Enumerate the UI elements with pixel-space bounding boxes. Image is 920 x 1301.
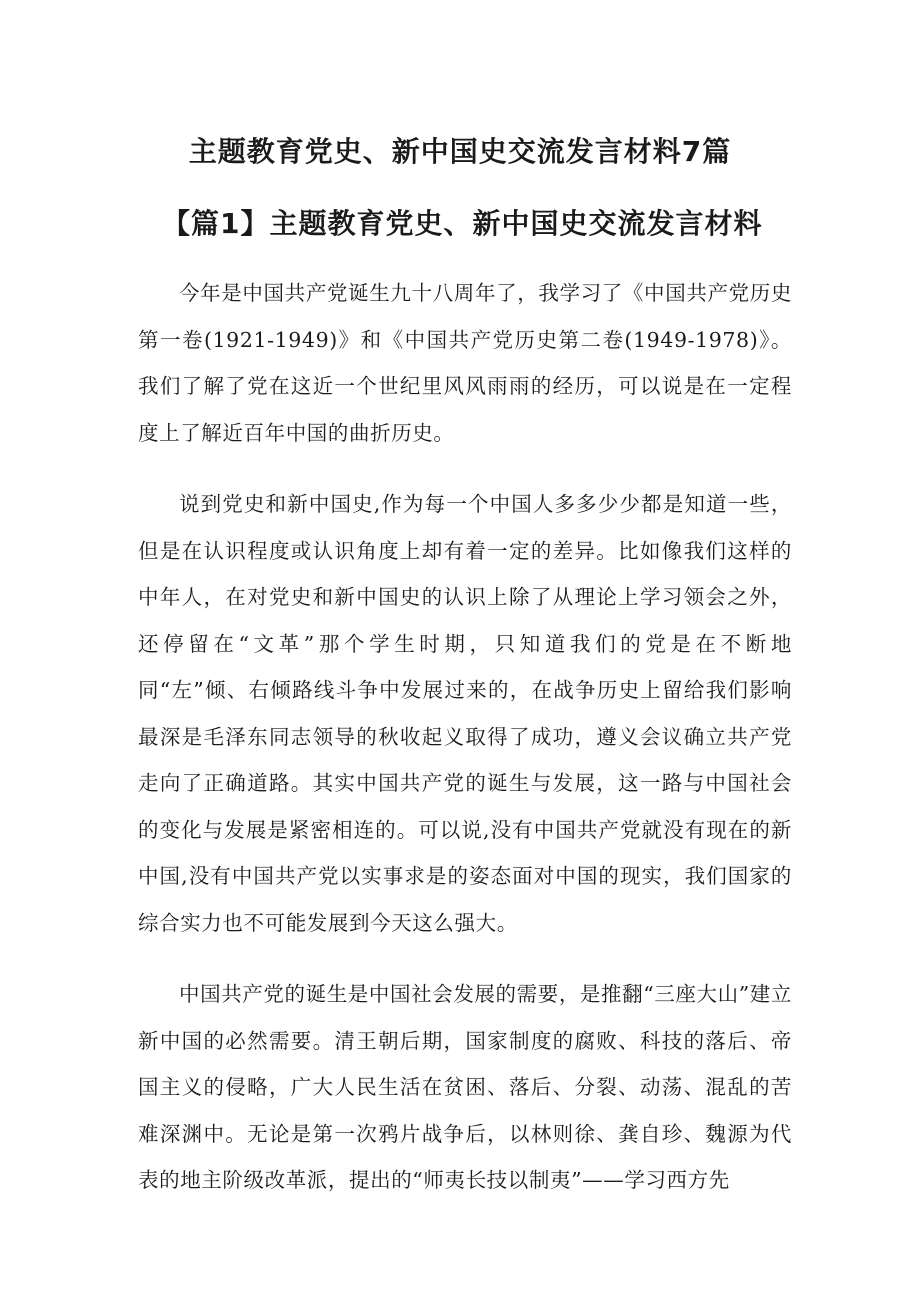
paragraph-3: 中国共产党的诞生是中国社会发展的需要，是推翻“三座大山”建立新中国的必然需要。清王朝后期，国家制度的腐败、科技的落后、帝国主义的侵略，广大人民生活在贫困、落后、分裂、动荡、混乱的苦难深渊中。无论是第一次鸦片战争后，以林则徐、龚自珍、魏源为代表的地主阶级改革派，提出的“师夷长技以制夷”——学习西方先 [138,982,792,1192]
paragraph-2: 说到党史和新中国史,作为每一个中国人多多少少都是知道一些，但是在认识程度或认识角度上却有着一定的差异。比如像我们这样的中年人，在对党史和新中国史的认识上除了从理论上学习领会之外，还停留在“文革”那个学生时期，只知道我们的党是在不断地同“左”倾、右倾路线斗争中发展过来的，在战争历史上留给我们影响最深是毛泽东同志领导的秋收起义取得了成功，遵义会议确立共产党走向了正确道路。其实中国共产党的诞生与发展，这一路与中国社会的变化与发展是紧密相连的。可以说,没有中国共产党就没有现在的新中国,没有中国共产党以实事求是的姿态面对中国的现实，我们国家的综合实力也不可能发展到今天这么强大。 [138,492,792,935]
document-body [138,270,792,1229]
section-title: 【篇1】主题教育党史、新中国史交流发言材料 [162,207,763,240]
paragraph-1: 今年是中国共产党诞生九十八周年了，我学习了《中国共产党历史第一卷(1921-1949)》和《中国共产党历史第二卷(1949-1978)》。我们了解了党在这近一个世纪里风风雨雨的经历，可以说是在一定程度上了解近百年中国的曲折历史。 [138,281,792,445]
document-title: 主题教育党史、新中国史交流发言材料7篇 [188,135,732,168]
